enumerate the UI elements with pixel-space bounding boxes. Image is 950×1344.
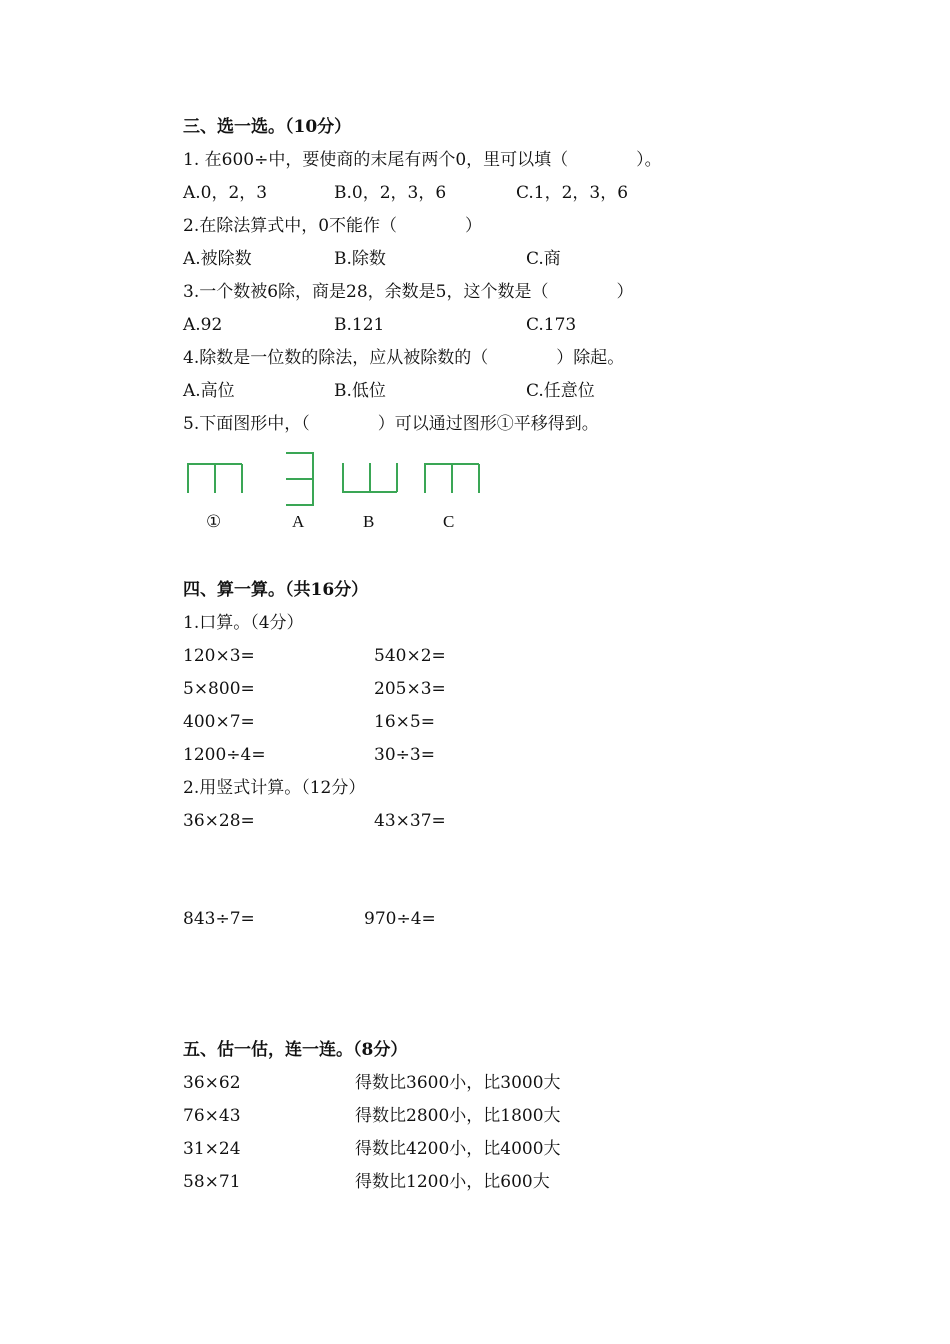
question-3: 3.一个数被6除，商是28，余数是5，这个数是（ ）	[183, 282, 634, 302]
vertical-calc-item: 43×37=	[374, 811, 446, 831]
oral-calc-item: 205×3=	[374, 679, 446, 699]
question-4: 4.除数是一位数的除法，应从被除数的（ ）除起。	[183, 348, 625, 368]
oral-calc-item: 400×7=	[183, 712, 255, 732]
q1-option-a: A.0，2，3	[183, 183, 268, 203]
shape-1-label: ①	[206, 512, 222, 531]
q2-option-c: C.商	[526, 249, 561, 269]
q3-option-c: C.173	[526, 315, 577, 335]
shape-b-icon	[341, 462, 399, 494]
question-1: 1. 在600÷中，要使商的末尾有两个0，里可以填（ ）。	[183, 150, 662, 170]
estimate-expression: 36×62	[183, 1073, 241, 1093]
q3-option-a: A.92	[183, 315, 223, 335]
section-3-heading: 三、选一选。（10分）	[183, 117, 352, 137]
estimate-expression: 58×71	[183, 1172, 241, 1192]
shape-b-label: B	[363, 512, 375, 531]
estimate-range: 得数比4200小，比4000大	[355, 1139, 561, 1159]
oral-calc-item: 30÷3=	[374, 745, 435, 765]
oral-calc-item: 16×5=	[374, 712, 435, 732]
oral-calc-item: 540×2=	[374, 646, 446, 666]
question-5: 5.下面图形中，（ ）可以通过图形①平移得到。	[183, 414, 599, 434]
oral-calc-item: 5×800=	[183, 679, 255, 699]
shape-c-label: C	[443, 512, 455, 531]
vertical-calc-item: 843÷7=	[183, 909, 255, 929]
estimate-range: 得数比1200小，比600大	[355, 1172, 550, 1192]
shape-a-label: A	[292, 512, 305, 531]
q3-option-b: B.121	[334, 315, 385, 335]
vertical-calc-item: 36×28=	[183, 811, 255, 831]
q4-option-c: C.任意位	[526, 381, 595, 401]
section-5-heading: 五、估一估，连一连。（8分）	[183, 1040, 408, 1060]
q1-option-c: C.1，2，3，6	[516, 183, 629, 203]
estimate-range: 得数比3600小，比3000大	[355, 1073, 561, 1093]
q1-option-b: B.0，2，3，6	[334, 183, 447, 203]
oral-calc-title: 1.口算。（4分）	[183, 613, 304, 633]
vertical-calc-title: 2.用竖式计算。（12分）	[183, 778, 366, 798]
oral-calc-item: 1200÷4=	[183, 745, 266, 765]
q4-option-b: B.低位	[334, 381, 386, 401]
q2-option-b: B.除数	[334, 249, 386, 269]
vertical-calc-item: 970÷4=	[364, 909, 436, 929]
estimate-expression: 76×43	[183, 1106, 241, 1126]
shape-1-icon	[186, 462, 244, 494]
q4-option-a: A.高位	[183, 381, 235, 401]
question-2: 2.在除法算式中，0不能作（ ）	[183, 216, 483, 236]
estimate-range: 得数比2800小，比1800大	[355, 1106, 561, 1126]
oral-calc-item: 120×3=	[183, 646, 255, 666]
q2-option-a: A.被除数	[183, 249, 252, 269]
section-4-heading: 四、算一算。（共16分）	[183, 580, 369, 600]
shape-a-icon	[284, 451, 316, 507]
estimate-expression: 31×24	[183, 1139, 241, 1159]
shape-c-icon	[423, 462, 481, 494]
